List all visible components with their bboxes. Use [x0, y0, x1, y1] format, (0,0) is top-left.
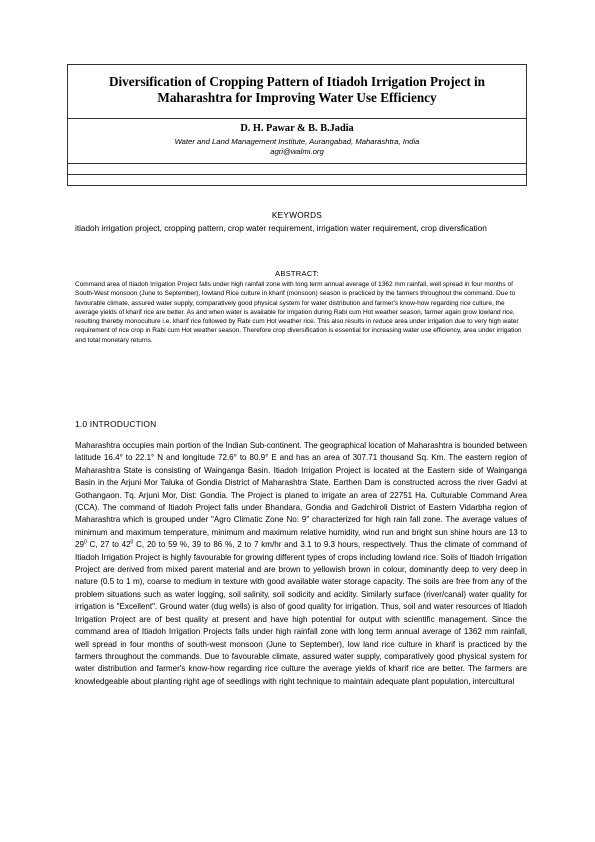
- author-box: [67, 118, 527, 164]
- empty-row-2: [67, 174, 527, 186]
- degree-superscript-1: 0: [83, 539, 87, 546]
- intro-text-part3: C, 20 to 59 %, 39 to 86 %, 2 to 7 km/hr and 3.1 to 9.3 hours, respectively. Thus the climate of command of Itiadoh Irrigation Project is highly favourable for growing different types of crops including lowland rice. Soils of Itiadoh Irrigation Project are derived from mixed parent material and are brown to yellowish brown in colour, dominantly deep to very deep in nature (0.5 to 1 m), coarse to medium in texture with good available water storage capacity. The soils are free from any of the problem situations such as water logging, soil salinity, soil sodicity and acidity. Similarly surface (river/canal) water quality for irrigation is "Excellent". Ground water (dug wells) is also of good quality for irrigation. Thus, soil and water resources of Itiadoh Irrigation Project are of best quality at present and have high potential for output with scientific management. Since the command area of Itiadoh Irrigation Projects falls under high rainfall zone with long term annual average of 1362 mm rainfall, well spread in four months of south-west monsoon (June to September), low land rice culture in kharif is practiced by the farmers throughout the commands. Due to favourable climate, assured water supply, comparatively good physical system for water distribution and farmer's know-how regarding rice culture the average yields of kharif rice are better. The farmers are knowledgeable about planting right age of seedlings with right technique to maintain adequate plant population, intercultural: [75, 540, 527, 686]
- intro-text-part2: C, 27 to 42: [86, 540, 131, 550]
- intro-text-part1: Maharashtra occupies main portion of the Indian Sub-continent. The geographical location of Maharashtra is bounded between latitude 16.4° to 22.1° N and longitude 72.6° to 80.9° E and has an area of 307.71 thousand Sq. Km. The eastern region of Maharashtra State is consisting of Wainganga Basin. Itiadoh Irrigation Project is located at the Eastern side of Wainganga Basin in the Arjuni Mor Taluka of Gondia District of Maharashtra State. Earthen Dam is constructed across the river Gadvi at Gothangaon. Tq. Arjuni Mor, Dist: Gondia. The Project is planed to irrigate an area of 22751 Ha. Culturable Command Area (CCA). The command of Itiadoh Project falls under Bhandara, Gondia and Gadchiroli District of Eastern Vidarbha region of Maharashtra which is grouped under "Agro Climatic Zone No: 9" characterized for high rain fall zone. The average values of minimum and maximum temperature, minimum and maximum relative humidity, wind run and bright sun shine hours are 13 to 29: [75, 441, 527, 550]
- title-box: [67, 64, 527, 119]
- introduction-body: [75, 440, 527, 688]
- paper-title: Diversification of Cropping Pattern of Itiadoh Irrigation Project in Maharashtra for Improving Water Use Efficiency: [108, 74, 486, 105]
- abstract-heading: ABSTRACT:: [275, 269, 319, 278]
- affiliation: Water and Land Management Institute, Aurangabad, Maharashtra, India: [174, 137, 420, 146]
- keywords-heading: KEYWORDS: [271, 211, 323, 220]
- keywords-text: itiadoh irrigation project, cropping pattern, crop water requirement, irrigation water requirement, crop diversfication: [75, 224, 487, 233]
- introduction-heading: 1.0 INTRODUCTION: [75, 419, 157, 429]
- degree-superscript-2: 0: [130, 539, 134, 546]
- abstract-text: Command area of Itiadoh Irrigation Project falls under high rainfall zone with long term annual average of 1362 mm rainfall, well spread in four months of South-West monsoon (June to September), lowland Rice culture in kharif (monsoon) season is practiced by the farmers throughout the command. Due to favourable climate, assured water supply, comparatively good physical system for water distribution and farmer's know-how regarding rice culture, the average yields of kharif rice are better. As and when water is available for irrigation during Rabi cum Hot weather season, farmer again grow lowland rice, resulting thereby monoculture i.e. kharif rice followed by Rabi cum Hot weather rice. This also results in reduce area under irrigation due to very high water requirement of rice crop in Rabi cum Hot weather season. Therefore crop diversification is essential for increasing water use efficiency, area under irrigation and total monetary returns.: [75, 281, 522, 344]
- author-email: agri@walmi.org: [270, 147, 324, 156]
- authors: D. H. Pawar & B. B.Jadia: [240, 123, 354, 134]
